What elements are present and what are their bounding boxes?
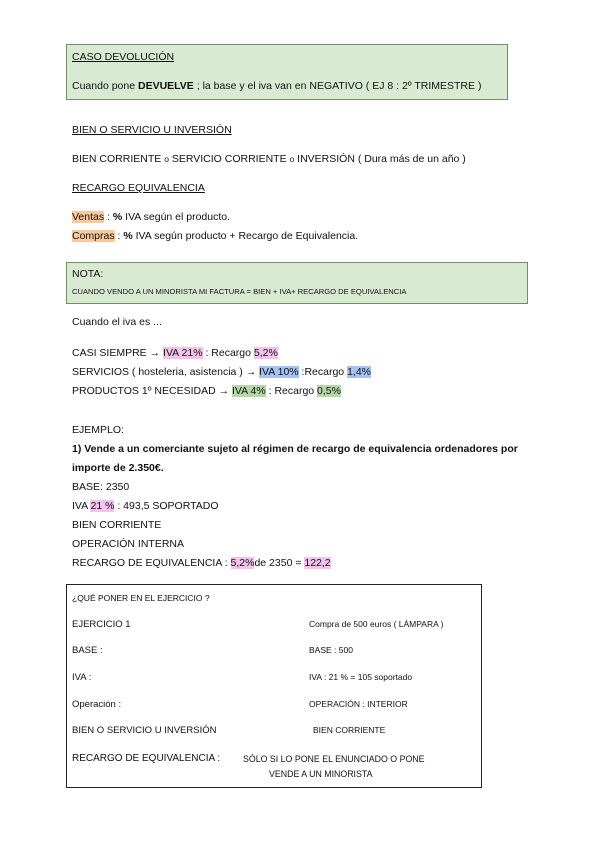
nota-box <box>66 262 528 304</box>
bien-a: BIEN CORRIENTE <box>72 153 165 165</box>
rate-recargo: 1,4% <box>347 366 372 378</box>
rate-recargo: 5,2% <box>253 347 278 359</box>
ejemplo-operacion: OPERACIÓN INTERNA <box>72 538 185 550</box>
bien-b: SERVICIO CORRIENTE <box>168 153 290 165</box>
ejercicio-row-right: IVA : 21 % = 105 soportado <box>309 672 413 682</box>
bien-o1: o <box>164 154 169 164</box>
rate-iva: IVA 10% <box>259 366 299 378</box>
ventas-rest: IVA según el producto. <box>122 211 231 223</box>
ejercicio-row-left: BIEN O SERVICIO U INVERSIÓN <box>72 725 217 736</box>
iva-intro: Cuando el iva es ... <box>72 316 162 328</box>
ejercicio-box <box>66 584 482 788</box>
bien-o2: o <box>289 154 295 164</box>
bien-c: INVERSIÓN ( Dura más de un año ) <box>294 153 466 165</box>
rate-mid: : Recargo <box>265 385 318 397</box>
ejemplo-recargo-pre: RECARGO DE EQUIVALENCIA : <box>72 557 231 569</box>
caso-text <box>72 80 481 92</box>
ejemplo-question-2: importe de 2.350€. <box>72 462 164 474</box>
rate-row-3 <box>72 385 341 397</box>
rate-recargo: 0,5% <box>317 385 341 397</box>
compras-mid: : <box>114 230 124 242</box>
caso-text-before: Cuando pone <box>72 80 138 92</box>
ejemplo-recargo-mid: de 2350 = <box>254 557 305 569</box>
rate-iva: IVA 4% <box>232 385 266 397</box>
ejemplo-title: EJEMPLO: <box>72 424 124 436</box>
rate-before: CASI SIEMPRE → <box>72 347 164 359</box>
ejercicio-row-right: OPERACIÓN : INTERIOR <box>309 699 408 709</box>
caso-keyword: DEVUELVE <box>137 80 194 92</box>
compras-label: Compras <box>72 230 115 242</box>
rate-row-1 <box>72 347 278 359</box>
ejemplo-iva <box>72 500 219 512</box>
ventas-pct: % <box>112 211 123 223</box>
ejemplo-recargo <box>72 557 331 569</box>
ejemplo-iva-pre: IVA <box>72 500 91 512</box>
compras-pct: % <box>123 230 133 242</box>
bien-heading: BIEN O SERVICIO U INVERSIÓN <box>72 124 232 136</box>
ejercicio-row-right: Compra de 500 euros ( LÁMPARA ) <box>309 619 444 629</box>
caso-devolucion-box <box>66 44 508 100</box>
ejemplo-bien: BIEN CORRIENTE <box>72 519 162 531</box>
caso-text-after: ; la base y el iva van en NEGATIVO ( EJ 8 : 2º TRIMESTRE ) <box>193 80 482 92</box>
ejercicio-title: ¿QUÉ PONER EN EL EJERCICIO ? <box>72 593 210 603</box>
ventas-mid: : <box>104 211 113 223</box>
ejercicio-recargo-right-1: SÓLO SI LO PONE EL ENUNCIADO O PONE <box>243 754 425 764</box>
rate-iva: IVA 21% <box>163 347 203 359</box>
ejemplo-recargo-pct: 5,2% <box>230 557 255 569</box>
recargo-heading: RECARGO EQUIVALENCIA <box>72 182 205 194</box>
ejercicio-recargo-right-2: VENDE A UN MINORISTA <box>269 769 373 779</box>
ejemplo-iva-post: : 493,5 SOPORTADO <box>114 500 219 512</box>
rate-before: SERVICIOS ( hosteleria, asistencia ) → <box>72 366 260 378</box>
caso-title: CASO DEVOLUCIÓN <box>72 51 175 63</box>
ejercicio-row-right: BASE : 500 <box>309 645 353 655</box>
ejercicio-row-left: IVA : <box>72 672 92 683</box>
rate-mid: :Recargo <box>298 366 348 378</box>
ejercicio-row-right: BIEN CORRIENTE <box>313 725 386 735</box>
bien-line <box>72 153 466 165</box>
compras-line <box>72 230 358 242</box>
ventas-line <box>72 211 230 223</box>
compras-rest: IVA según producto + Recargo de Equivalencia. <box>132 230 359 242</box>
ejemplo-recargo-result: 122,2 <box>304 557 331 569</box>
rate-before: PRODUCTOS 1º NECESIDAD → <box>72 385 233 397</box>
ejemplo-base: BASE: 2350 <box>72 481 130 493</box>
ventas-label: Ventas <box>72 211 105 223</box>
ejemplo-iva-pct: 21 % <box>90 500 115 512</box>
nota-text: CUANDO VENDO A UN MINORISTA MI FACTURA = BIEN + IVA+ RECARGO DE EQUIVALENCIA <box>72 287 407 296</box>
ejercicio-row-left: BASE : <box>72 645 103 656</box>
ejercicio-recargo-left: RECARGO DE EQUIVALENCIA : <box>72 753 221 764</box>
ejercicio-row-left: Operación : <box>72 699 122 710</box>
rate-mid: : Recargo <box>202 347 254 359</box>
ejercicio-row-left: EJERCICIO 1 <box>72 619 131 630</box>
ejemplo-question-1: 1) Vende a un comerciante sujeto al régimen de recargo de equivalencia ordenadores por <box>72 443 518 455</box>
nota-title: NOTA: <box>72 268 104 280</box>
rate-row-2 <box>72 366 371 378</box>
